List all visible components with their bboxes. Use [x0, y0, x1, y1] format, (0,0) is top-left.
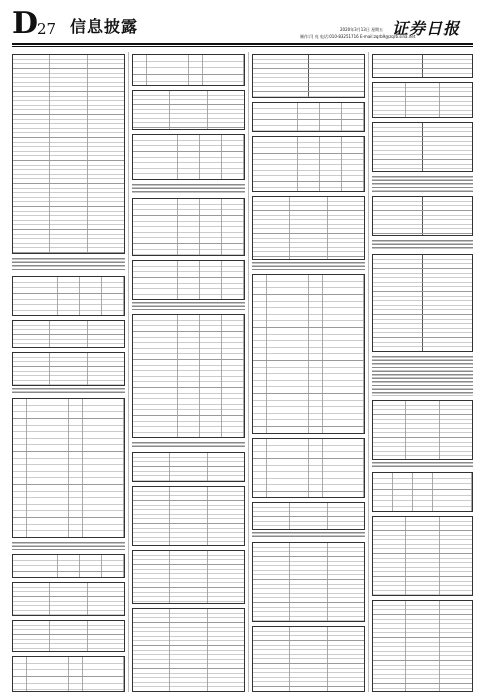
financial-table: [12, 554, 125, 578]
financial-table: [372, 516, 473, 596]
financial-table: [12, 352, 125, 386]
text-block: [252, 262, 365, 270]
financial-table: [12, 54, 125, 254]
financial-table: [132, 608, 245, 692]
text-block: [132, 184, 245, 194]
financial-table: [12, 620, 125, 652]
column-2: [132, 52, 245, 692]
newspaper-masthead-logo: 证券日报: [392, 19, 461, 38]
disclosure-columns: [12, 52, 473, 692]
column-3: [252, 52, 365, 692]
column-divider: [248, 52, 249, 692]
financial-table: [132, 260, 245, 300]
financial-table: [252, 274, 365, 434]
financial-table: [12, 582, 125, 616]
text-block: [372, 462, 473, 468]
financial-table: [372, 600, 473, 692]
financial-table: [12, 320, 125, 348]
financial-table: [132, 452, 245, 482]
financial-table: [252, 54, 365, 98]
financial-table: [372, 400, 473, 460]
header-rule: [12, 43, 473, 45]
financial-table: [132, 486, 245, 546]
financial-table: [132, 54, 245, 86]
issue-date: 2020年3月13日 星期五: [340, 27, 384, 32]
editor-contact: 制作:闫 亮 电话:010-83251716 E-mail:zqrb9@zqrb.sina.net: [300, 34, 416, 39]
text-block: [132, 442, 245, 448]
financial-table: [12, 276, 125, 316]
financial-table: [132, 550, 245, 604]
financial-table: [372, 82, 473, 118]
header-rule-thin: [12, 46, 473, 47]
financial-table: [252, 626, 365, 692]
financial-table: [252, 502, 365, 530]
financial-table: [372, 254, 473, 352]
financial-table: [132, 314, 245, 438]
financial-table: [372, 122, 473, 172]
financial-table: [372, 54, 473, 78]
text-block: [12, 542, 125, 550]
column-1: [12, 52, 125, 692]
text-block: [372, 176, 473, 192]
column-divider: [368, 52, 369, 692]
text-block: [252, 532, 365, 538]
page-number: 27: [37, 20, 57, 38]
financial-table: [372, 472, 473, 512]
financial-table: [132, 198, 245, 256]
financial-table: [252, 438, 365, 498]
financial-table: [252, 136, 365, 192]
financial-table: [12, 656, 125, 692]
financial-table: [372, 196, 473, 236]
financial-table: [252, 102, 365, 132]
section-letter: D: [12, 6, 38, 41]
column-4: [372, 52, 473, 692]
financial-table: [252, 542, 365, 622]
column-divider: [128, 52, 129, 692]
financial-table: [252, 196, 365, 260]
financial-table: [132, 134, 245, 180]
section-title: 信息披露: [70, 17, 139, 36]
financial-table: [132, 90, 245, 130]
page-header: [0, 0, 484, 48]
text-block: [132, 302, 245, 310]
financial-table: [12, 398, 125, 538]
text-block: [12, 388, 125, 394]
text-block: [372, 356, 473, 396]
text-block: [372, 240, 473, 250]
text-block: [12, 258, 125, 272]
